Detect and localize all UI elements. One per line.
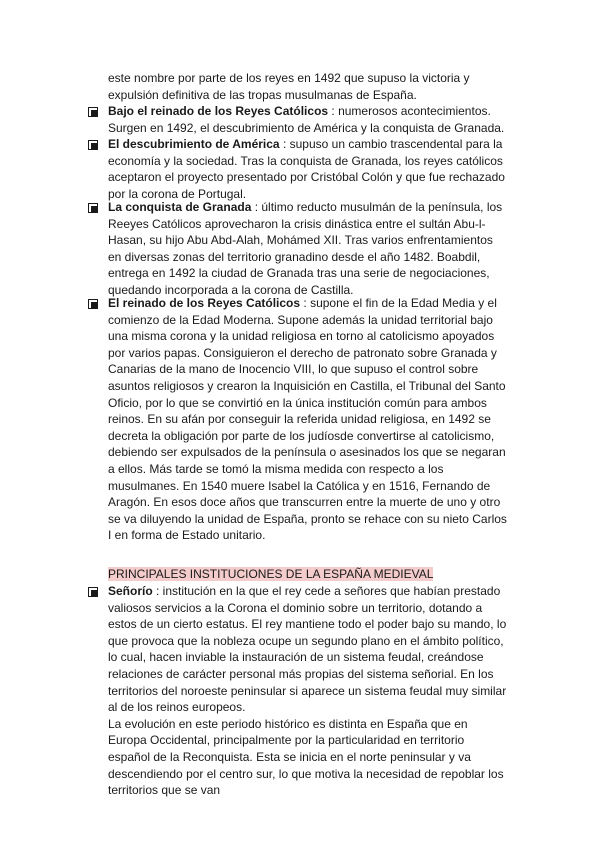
- list-item-reinado-intro: [88, 103, 508, 136]
- list-item-text: [108, 136, 508, 202]
- list-item-descubrimiento: [88, 136, 508, 202]
- checkbox-bullet-icon: [88, 299, 98, 309]
- list-item-body: : supone el fin de la Edad Media y el comienzo de la Edad Moderna. Supone además la unidad territorial bajo una misma corona y la unidad religiosa en torno al catolicismo apoyados por varios papas. Consiguieron el derecho de patronato sobre Granada y Canarias de la mano de Inocencio VIII, lo que supuso el control sobre asuntos religiosos y crearon la Inquisición en Castilla, el Tribunal del Santo Oficio, por lo que se convirtió en la única institución común para ambos reinos. En su afán por conseguir la referida unidad religiosa, en 1492 se decreta la obligación por parte de los judíosde convertirse al catolicismo, debiendo ser expulsados de la península o asesinados los que se negaran a ellos. Más tarde se tomó la misma medida con respecto a los musulmanes. En 1540 muere Isabel la Católica y en 1516, Fernando de Aragón. En esos doce años que transcurren entre la muerte de uno y otro se va diluyendo la unidad de España, pronto se rehace con su nieto Carlos I en forma de Estado unitario.: [108, 296, 507, 543]
- list-item-body: : supuso un cambio trascendental para la economía y la sociedad. Tras la conquista de Granada, los reyes católicos aceptaron el proyecto presentado por Cristóbal Colón y que fue rechazado por la corona de Portugal.: [108, 137, 505, 201]
- checkbox-bullet-icon: [88, 587, 98, 597]
- list-item-body: : último reducto musulmán de la península, los Reeyes Católicos aprovecharon la crisis dinástica entre el sultán Abu-l-Hasan, su hijo Abu Abd-Alah, Mohámed XII. Tras varios enfrentamientos en diversas zonas del territorio granadino desde el año 1482. Boabdil, entrega en 1492 la ciudad de Granada tras una serie de negociaciones, quedando incorporada a la corona de Castilla.: [108, 200, 503, 297]
- list-item-term: Bajo el reinado de los Reyes Católicos: [108, 104, 329, 118]
- list-item-text: [108, 199, 508, 299]
- list-item-body: : institución en la que el rey cede a señores que habían prestado valiosos servicios a la Corona el dominio sobre un territorio, dotando a estos de un cierto estatus. El rey mantiene todo el poder bajo su mando, lo que provoca que la nobleza ocupe un segundo plano en el ámbito político, lo cual, hacen inviable la instauración de un sistema feudal, creándose relaciones de carácter personal más propias del sistema señorial. En los territorios del noroeste peninsular si aparece un sistema feudal muy similar al de los reinos europeos.: [108, 584, 507, 715]
- list-item-term: El descubrimiento de América: [108, 137, 280, 151]
- list-item-text: [108, 103, 508, 136]
- checkbox-bullet-icon: [88, 203, 98, 213]
- list-item-text: [108, 295, 508, 544]
- checkbox-bullet-icon: [88, 107, 98, 117]
- list-item-term: El reinado de los Reyes Católicos: [108, 296, 301, 310]
- checkbox-bullet-icon: [88, 140, 98, 150]
- section-heading: [108, 566, 433, 583]
- list-item-term: La conquista de Granada: [108, 200, 252, 214]
- intro-paragraph: este nombre por parte de los reyes en 1492 que supuso la victoria y expulsión definitiva de las tropas musulmanas de España.: [108, 71, 470, 102]
- list-item-term: Señorío: [108, 584, 153, 598]
- list-item-reinado: [88, 295, 508, 544]
- list-item-granada: [88, 199, 508, 299]
- list-item-text: [108, 583, 508, 716]
- list-item-body: : numerosos acontecimientos. Surgen en 1492, el descubrimiento de América y la conquista de Granada.: [108, 104, 505, 135]
- list-item-continuation: La evolución en este periodo histórico es distinta en España que en Europa Occidental, principalmente por la particularidad en territorio español de la Reconquista. Esta se inicia en el norte peninsular y va descendiendo por el centro sur, lo que motiva la necesidad de repoblar los territorios que se van: [108, 716, 504, 798]
- section-heading-text: PRINCIPALES INSTITUCIONES DE LA ESPAÑA MEDIEVAL: [108, 567, 434, 581]
- list-item-senorio: [88, 583, 508, 799]
